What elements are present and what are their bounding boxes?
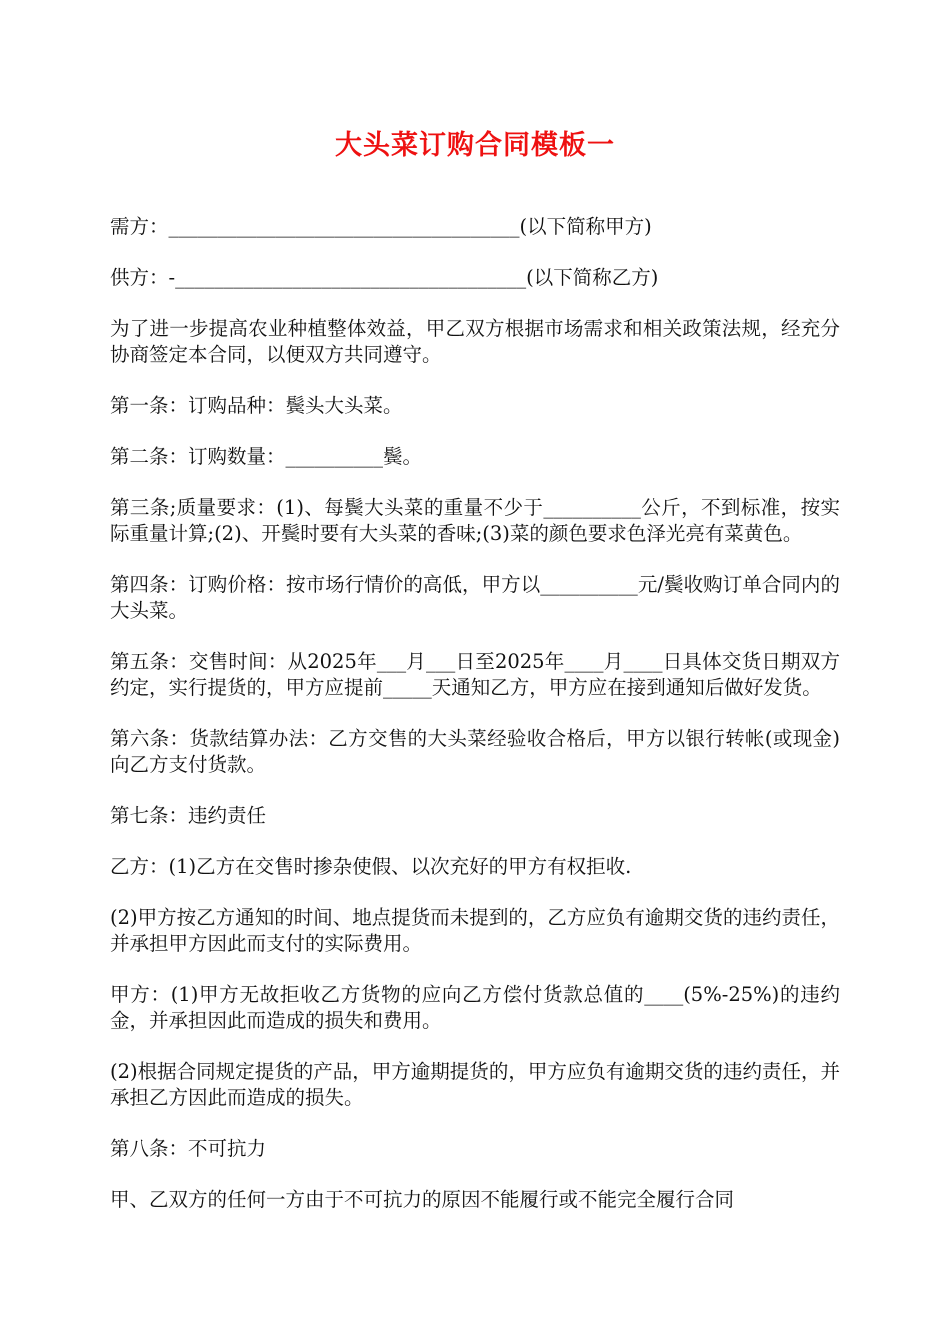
article-6-paragraph: 第六条：货款结算办法：乙方交售的大头菜经验收合格后，甲方以银行转帐(或现金)向乙方支付货款。 [110,727,840,776]
article-2-paragraph: 第二条：订购数量：__________鬓。 [110,445,423,468]
document-body [110,214,840,1238]
party-a-liability-1: 甲方：(1)甲方无故拒收乙方货物的应向乙方偿付货款总值的____(5%-25%)的违约金，并承担因此而造成的损失和费用。 [110,983,840,1032]
party-b-liability-1: 乙方：(1)乙方在交售时掺杂使假、以次充好的甲方有权拒收. [110,855,632,878]
force-majeure-paragraph: 甲、乙双方的任何一方由于不可抗力的原因不能履行或不能完全履行合同 [110,1188,735,1211]
party-a-liability-2: (2)根据合同规定提货的产品，甲方逾期提货的，甲方应负有逾期交货的违约责任，并承担乙方因此而造成的损失。 [110,1060,840,1109]
article-4-paragraph: 第四条：订购价格：按市场行情价的高低，甲方以__________元/鬓收购订单合同内的大头菜。 [110,573,840,622]
article-5-paragraph: 第五条：交售时间：从2025年___月___日至2025年____月____日具体交货日期双方约定，实行提货的，甲方应提前_____天通知乙方，甲方应在接到通知后做好发货。 [110,650,840,699]
article-3-paragraph: 第三条;质量要求：(1)、每鬓大头菜的重量不少于__________公斤，不到标准，按实际重量计算;(2)、开鬓时要有大头菜的香味;(3)菜的颜色要求色泽光亮有菜黄色。 [110,496,840,545]
preamble-paragraph: 为了进一步提高农业种植整体效益，甲乙双方根据市场需求和相关政策法规，经充分协商签定本合同，以便双方共同遵守。 [110,317,840,366]
article-7-heading: 第七条：违约责任 [110,804,267,827]
buyer-line: 需方：____________________________________(以下简称甲方) [110,215,652,238]
supplier-line: 供方：-____________________________________(以下简称乙方) [110,266,659,289]
document-title: 大头菜订购合同模板一 [335,130,615,161]
article-1-paragraph: 第一条：订购品种：鬓头大头菜。 [110,394,403,417]
party-b-liability-2: (2)甲方按乙方通知的时间、地点提货而未提到的，乙方应负有逾期交货的违约责任，并承担甲方因此而支付的实际费用。 [110,906,840,955]
article-8-heading: 第八条：不可抗力 [110,1137,267,1160]
